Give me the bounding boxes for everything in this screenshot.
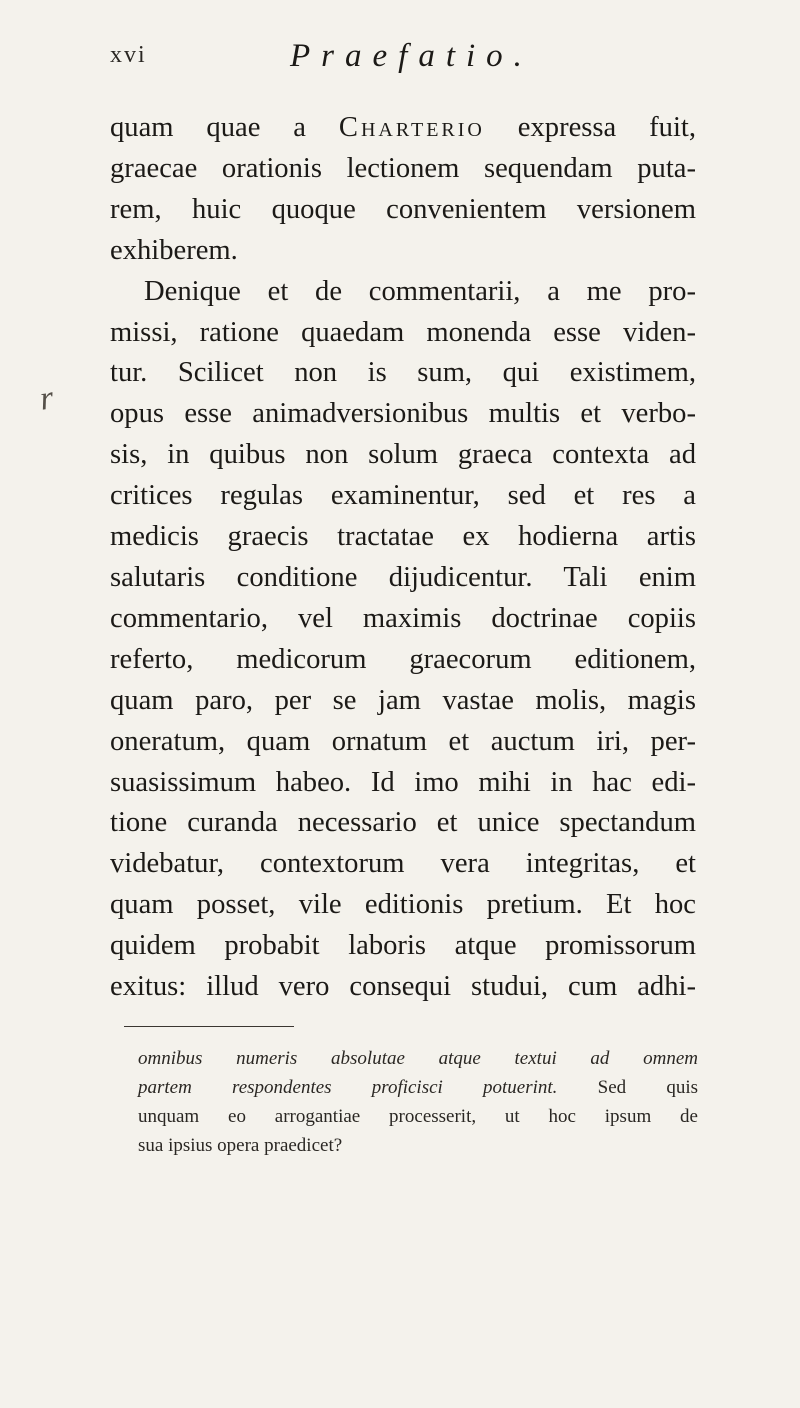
footnote-line: sua ipsius opera praedicet? — [138, 1135, 343, 1156]
text-line: referto, medicorum graecorum editionem, — [110, 643, 696, 675]
footnote-line: partem respondentes proficisci potuerint. Sed quis — [138, 1077, 698, 1098]
footnote-divider — [124, 1026, 294, 1027]
text-line: critices regulas examinentur, sed et res a — [110, 480, 696, 512]
text-line: exhiberem. — [110, 234, 238, 266]
text-line: quam paro, per se jam vastae molis, magis — [110, 684, 696, 716]
text-line: opus esse animadversionibus multis et verbo- — [110, 398, 696, 430]
author-name: Charterio — [338, 112, 485, 143]
text-line: salutaris conditione dijudicentur. Tali enim — [110, 561, 696, 593]
footnote-line: omnibus numeris absolutae atque textui ad omnem — [138, 1048, 698, 1069]
text-line: medicis graecis tractatae ex hodierna artis — [110, 521, 696, 553]
text-line: suasissimum habeo. Id imo mihi in hac edi- — [110, 766, 696, 798]
running-title: Praefatio. — [290, 38, 533, 74]
text-line: Denique et de commentarii, a me pro- — [144, 275, 696, 307]
text-line: sis, in quibus non solum graeca contexta ad — [110, 439, 696, 471]
footnote-line: unquam eo arrogantiae processerit, ut hoc ipsum de — [138, 1106, 698, 1127]
text-line: oneratum, quam ornatum et auctum iri, per- — [110, 725, 696, 757]
text-line: exitus: illud vero consequi studui, cum adhi- — [110, 971, 696, 1003]
text-line: videbatur, contextorum vera integritas, et — [110, 848, 696, 880]
margin-annotation: r — [37, 379, 56, 418]
text-line: commentario, vel maximis doctrinae copiis — [110, 602, 696, 634]
main-text-block — [110, 108, 696, 1008]
text-line: missi, ratione quaedam monenda esse viden- — [110, 316, 696, 348]
text-line: tur. Scilicet non is sum, qui existimem, — [110, 357, 696, 389]
text-line: graecae orationis lectionem sequendam puta- — [110, 152, 696, 184]
running-head — [110, 38, 670, 88]
text-line: quam quae a Charterio expressa fuit, — [110, 112, 696, 143]
text-line: quam posset, vile editionis pretium. Et hoc — [110, 889, 696, 921]
text-line: quidem probabit laboris atque promissorum — [110, 930, 696, 962]
text-line: rem, huic quoque convenientem versionem — [110, 193, 696, 225]
text-line: tione curanda necessario et unice spectandum — [110, 807, 696, 839]
footnote-block — [138, 1044, 698, 1160]
page-number: xvi — [110, 42, 147, 68]
